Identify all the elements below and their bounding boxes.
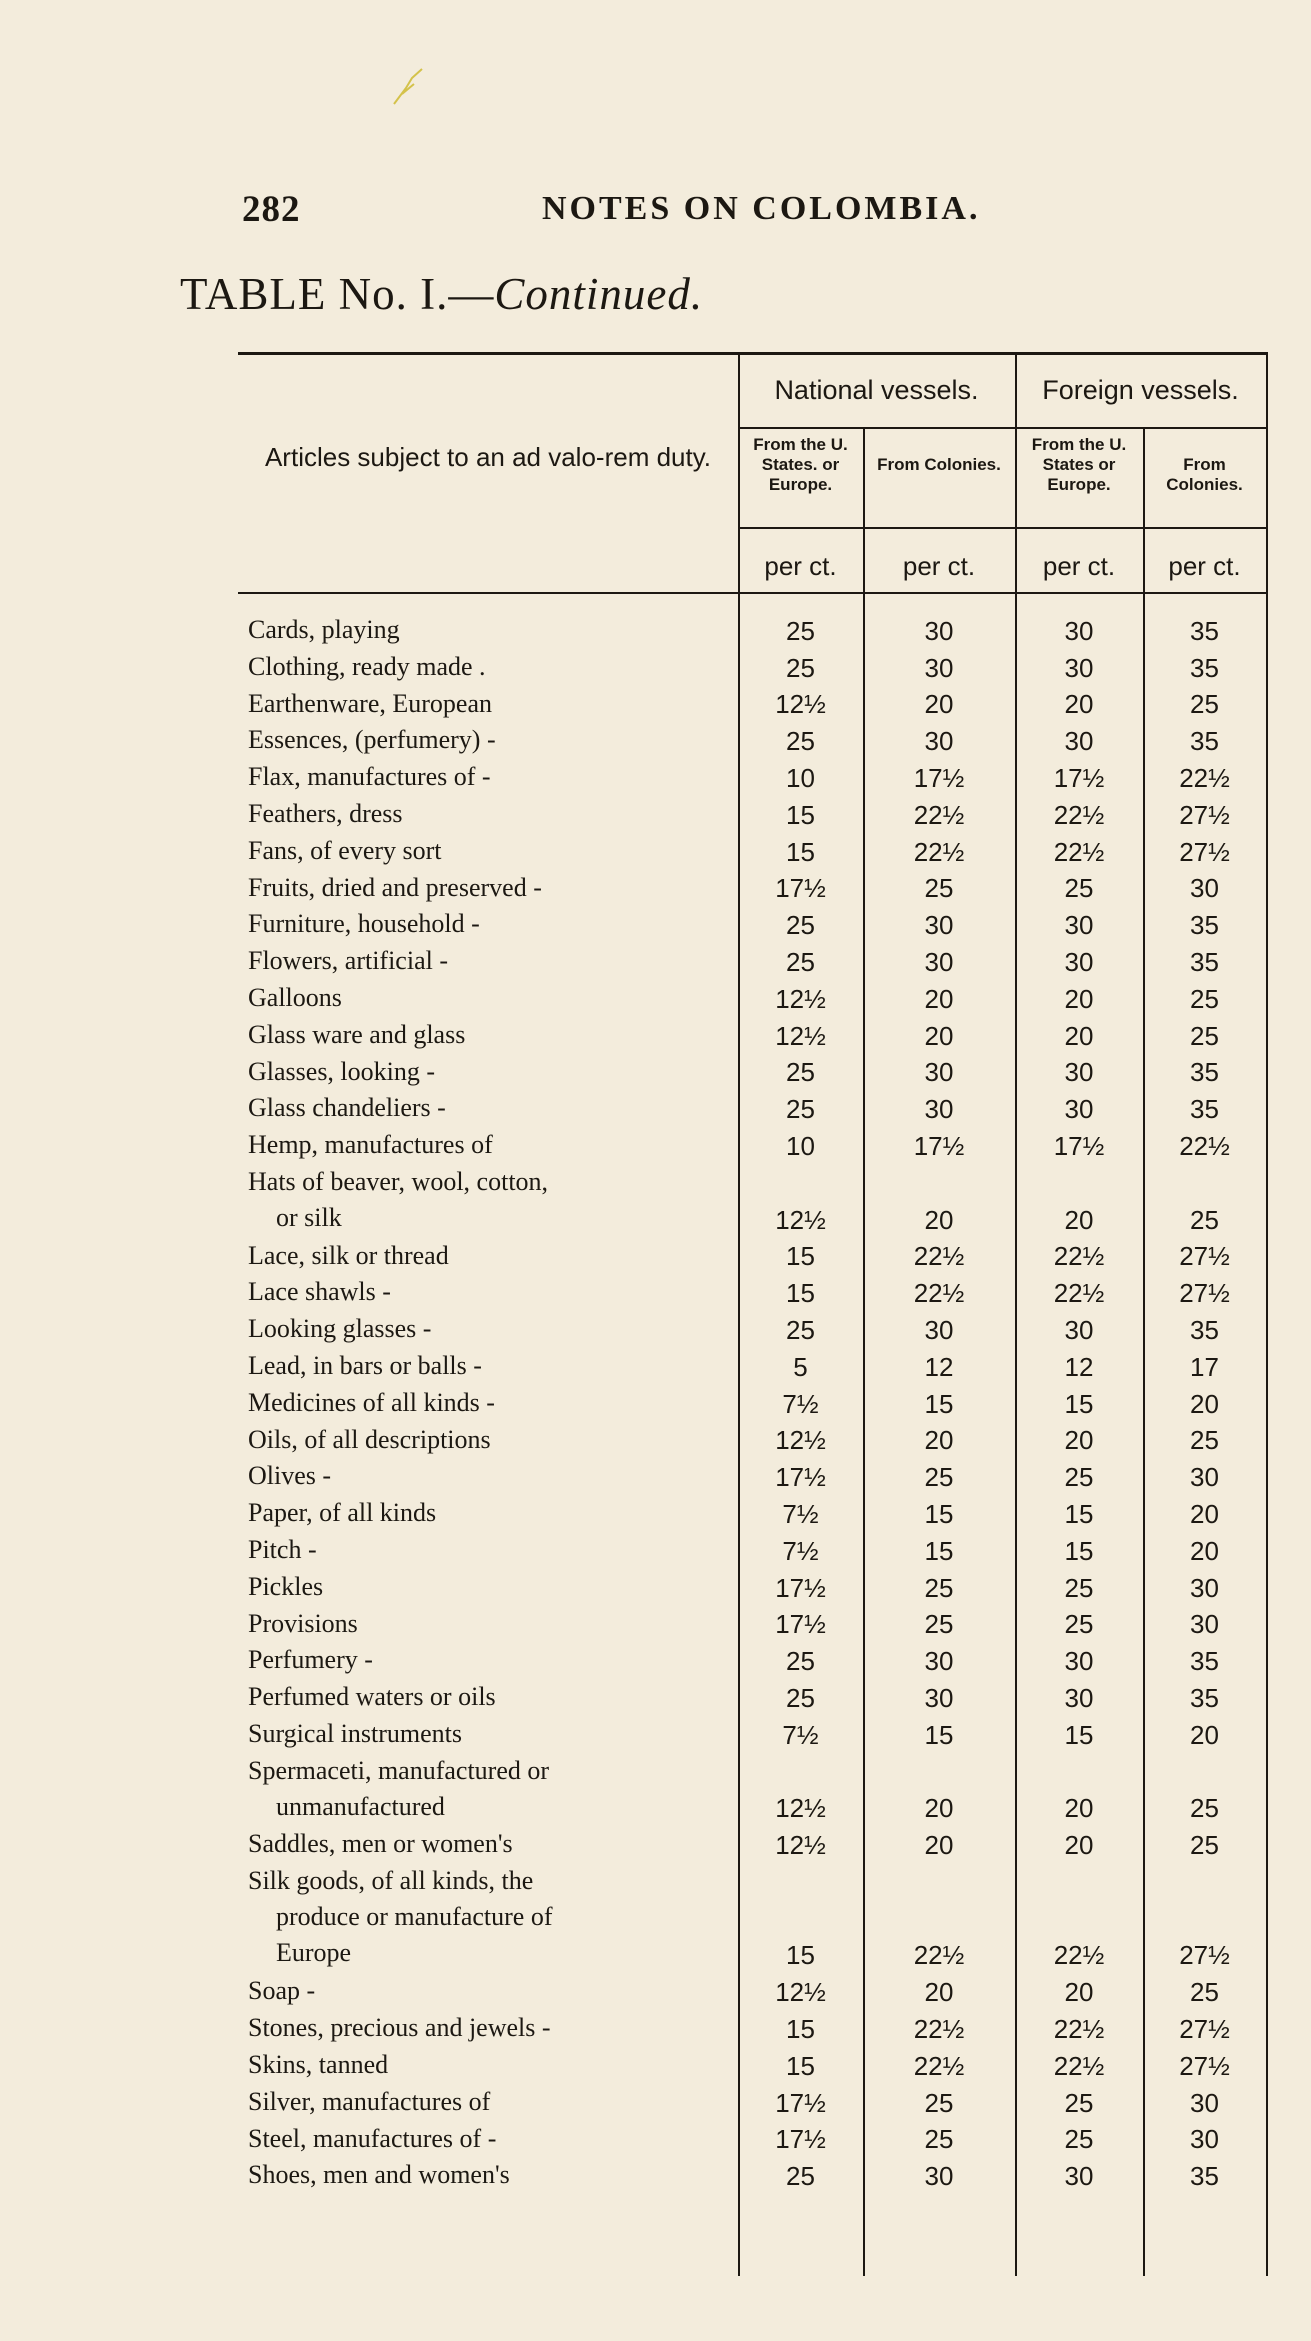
article-label-line: Paper, of all kinds [248, 1498, 437, 1528]
duty-rate-cell: 17½ [775, 2087, 826, 2118]
table-row [238, 906, 1266, 943]
header-articles: Articles subject to an ad valo-rem duty. [264, 442, 712, 472]
duty-rate-cell: 30 [924, 1682, 954, 1713]
table-title-prefix: TABLE No. I.— [180, 269, 495, 319]
table-row [238, 2157, 1266, 2194]
duty-rate-cell: 22½ [913, 2050, 965, 2081]
article-label-line: Glasses, looking - [248, 1056, 436, 1086]
table-row [238, 1532, 1266, 1569]
article-label [248, 1311, 726, 1347]
duty-rate-cell: 30 [1064, 2161, 1094, 2192]
rule-h-group [738, 427, 1266, 429]
article-label-line: Cards, playing [248, 615, 400, 644]
duty-rate-cell: 17½ [775, 2124, 826, 2155]
article-label-line: Fruits, dried and preserved - [248, 872, 542, 902]
duty-rate-cell: 12 [924, 1351, 954, 1382]
duty-rate-cell: 15 [924, 1719, 954, 1750]
article-label-line: Feathers, dress [248, 798, 403, 828]
duty-rate-cell: 20 [1190, 1388, 1219, 1419]
duty-rate-cell: 25 [786, 652, 815, 683]
duty-rate-cell: 25 [786, 615, 815, 646]
duty-rate-cell: 17½ [1053, 762, 1105, 793]
duty-rate-cell: 30 [924, 652, 954, 683]
duty-rate-cell: 10 [786, 1130, 815, 1161]
table-row [238, 1973, 1266, 2010]
duty-rate-cell: 25 [924, 1462, 954, 1493]
duty-rate-cell: 22½ [1053, 2014, 1105, 2045]
table-row [238, 1238, 1266, 1275]
unit-label: per ct. [764, 551, 837, 581]
article-label [248, 1017, 726, 1053]
duty-rate-cell: 20 [1064, 1425, 1094, 1456]
duty-rate-cell: 20 [924, 1020, 954, 1051]
duty-rate-cell: 30 [924, 2161, 954, 2192]
article-label-line: Europe [276, 1938, 352, 1968]
duty-rate-cell: 20 [924, 983, 954, 1014]
duty-rate-cell: 15 [786, 2014, 815, 2045]
duty-rate-cell: 30 [924, 1314, 954, 1345]
duty-rate-cell: 17½ [913, 1130, 965, 1161]
article-label [248, 612, 726, 648]
page-number: 282 [242, 189, 301, 230]
duty-rate-cell: 12½ [775, 1020, 826, 1051]
article-label [248, 1458, 726, 1494]
duty-rate-cell: 27½ [1179, 2050, 1230, 2081]
article-label [248, 1532, 726, 1568]
table-row [238, 1716, 1266, 1753]
article-label [248, 1385, 726, 1421]
article-label-line: unmanufactured [276, 1791, 445, 1821]
duty-rate-cell: 25 [1064, 1609, 1094, 1640]
duty-rate-cell: 20 [924, 1204, 954, 1235]
duty-rate-cell: 30 [1064, 1057, 1094, 1088]
duty-rate-cell: 12½ [775, 1204, 826, 1235]
duty-rate-cell: 35 [1190, 910, 1219, 941]
duty-rate-cell: 35 [1190, 1314, 1219, 1345]
header-national-us-europe: From the U. States. or Europe. [753, 435, 848, 494]
table-row [238, 2084, 1266, 2121]
duty-rate-cell: 20 [1064, 983, 1094, 1014]
duty-rate-cell: 17½ [775, 873, 826, 904]
article-label [248, 1716, 726, 1752]
duty-rate-cell: 30 [1064, 1682, 1094, 1713]
duty-rate-cell: 17 [1190, 1351, 1219, 1382]
header-national-vessels: National vessels. [774, 375, 979, 405]
article-label-line: Earthenware, European [248, 688, 492, 718]
duty-rate-cell: 25 [786, 1682, 815, 1713]
table-row [238, 1348, 1266, 1385]
duty-table [238, 352, 1268, 2276]
duty-rate-cell: 17½ [913, 762, 965, 793]
article-label-line: Clothing, ready made . [248, 651, 486, 681]
duty-rate-cell: 25 [1064, 2124, 1094, 2155]
article-label-line: Soap - [248, 1976, 316, 2006]
unit-label: per ct. [1168, 551, 1241, 581]
duty-rate-cell: 30 [924, 1094, 954, 1125]
article-label-line: produce or manufacture of [276, 1902, 553, 1932]
duty-rate-cell: 35 [1190, 1094, 1219, 1125]
duty-rate-cell: 30 [1064, 1094, 1094, 1125]
article-label-line: Essences, (perfumery) - [248, 725, 496, 755]
article-label-line: Lace, silk or thread [248, 1240, 449, 1270]
duty-rate-cell: 12½ [775, 1830, 826, 1861]
article-label [248, 870, 726, 906]
duty-rate-cell: 20 [924, 1977, 954, 2008]
duty-rate-cell: 15 [1064, 1719, 1094, 1750]
header-foreign-vessels: Foreign vessels. [1042, 375, 1239, 405]
article-label [248, 649, 726, 685]
duty-rate-cell: 30 [1064, 946, 1094, 977]
table-body [238, 612, 1266, 2194]
duty-rate-cell: 15 [1064, 1388, 1094, 1419]
duty-rate-cell: 25 [1190, 1425, 1219, 1456]
article-label-line: Pitch - [248, 1534, 317, 1564]
duty-rate-cell: 20 [924, 1425, 954, 1456]
article-label-line: Glass ware and glass [248, 1019, 466, 1049]
duty-rate-cell: 22½ [913, 2014, 965, 2045]
header-national-colonies: From Colonies. [877, 455, 1001, 474]
duty-rate-cell: 30 [1190, 2087, 1219, 2118]
duty-rate-cell: 35 [1190, 2161, 1219, 2192]
article-label [248, 686, 726, 722]
article-label-line: Provisions [248, 1608, 358, 1638]
table-row [238, 759, 1266, 796]
duty-rate-cell: 15 [1064, 1535, 1094, 1566]
duty-rate-cell: 20 [924, 1793, 954, 1824]
duty-rate-cell: 30 [924, 946, 954, 977]
duty-rate-cell: 27½ [1179, 1278, 1230, 1309]
duty-rate-cell: 5 [793, 1351, 808, 1382]
article-label-line: Silver, manufactures of [248, 2086, 491, 2116]
duty-rate-cell: 7½ [782, 1498, 819, 1529]
duty-rate-cell: 20 [1064, 1793, 1094, 1824]
article-label [248, 980, 726, 1016]
duty-rate-cell: 25 [786, 1646, 815, 1677]
duty-rate-cell: 35 [1190, 652, 1219, 683]
duty-rate-cell: 30 [1064, 615, 1094, 646]
article-label-line: Fans, of every sort [248, 835, 442, 865]
article-label-line: Flowers, artificial - [248, 946, 448, 976]
duty-rate-cell: 25 [924, 873, 954, 904]
duty-rate-cell: 15 [924, 1388, 954, 1419]
table-row [238, 1385, 1266, 1422]
duty-rate-cell: 17½ [775, 1609, 826, 1640]
duty-rate-cell: 25 [1064, 1462, 1094, 1493]
duty-rate-cell: 25 [924, 1609, 954, 1640]
duty-rate-cell: 30 [924, 726, 954, 757]
article-label [248, 796, 726, 832]
article-label [248, 1826, 726, 1862]
duty-rate-cell: 15 [786, 2050, 815, 2081]
table-title [180, 268, 703, 320]
duty-rate-cell: 30 [1190, 1609, 1219, 1640]
duty-rate-cell: 35 [1190, 726, 1219, 757]
table-row [238, 649, 1266, 686]
article-label-line: or silk [276, 1202, 342, 1232]
table-row [238, 1606, 1266, 1643]
duty-rate-cell: 22½ [1053, 1241, 1105, 1272]
table-row [238, 1495, 1266, 1532]
duty-rate-cell: 30 [924, 1646, 954, 1677]
duty-rate-cell: 25 [1064, 2087, 1094, 2118]
duty-rate-cell: 25 [786, 1314, 815, 1345]
duty-rate-cell: 15 [786, 836, 815, 867]
table-row [238, 1458, 1266, 1495]
table-row [238, 1642, 1266, 1679]
article-label [248, 2121, 726, 2157]
table-row [238, 1826, 1266, 1863]
duty-rate-cell: 22½ [1053, 836, 1105, 867]
duty-rate-cell: 25 [1064, 1572, 1094, 1603]
duty-rate-cell: 30 [1190, 2124, 1219, 2155]
duty-rate-cell: 10 [786, 762, 815, 793]
duty-rate-cell: 25 [924, 2087, 954, 2118]
table-row [238, 2010, 1266, 2047]
duty-rate-cell: 25 [786, 726, 815, 757]
table-row [238, 1274, 1266, 1311]
duty-rate-cell: 27½ [1179, 799, 1230, 830]
duty-rate-cell: 27½ [1179, 2014, 1230, 2045]
table-row [238, 1054, 1266, 1091]
article-label-line: Flax, manufactures of - [248, 762, 491, 792]
duty-rate-cell: 20 [1064, 1204, 1094, 1235]
table-row [238, 1679, 1266, 1716]
article-label [248, 1090, 726, 1126]
duty-rate-cell: 22½ [1053, 2050, 1105, 2081]
duty-rate-cell: 15 [924, 1498, 954, 1529]
article-label [248, 2010, 726, 2046]
duty-rate-cell: 30 [1064, 726, 1094, 757]
article-label [248, 1127, 726, 1163]
table-row [238, 612, 1266, 649]
article-label-line: Looking glasses - [248, 1314, 432, 1344]
article-label [248, 1054, 726, 1090]
duty-rate-cell: 25 [786, 1057, 815, 1088]
duty-rate-cell: 27½ [1179, 836, 1230, 867]
article-label-line: Oils, of all descriptions [248, 1424, 491, 1454]
article-label-line: Saddles, men or women's [248, 1829, 513, 1859]
unit-label: per ct. [902, 551, 976, 581]
article-label-line: Perfumery - [248, 1645, 373, 1675]
article-label-line: Hats of beaver, wool, cotton, [248, 1166, 549, 1196]
article-label-line: Silk goods, of all kinds, the [248, 1866, 534, 1896]
table-row [238, 1753, 1266, 1827]
duty-rate-cell: 22½ [1053, 799, 1105, 830]
article-label-line: Skins, tanned [248, 2050, 389, 2080]
table-row [238, 980, 1266, 1017]
article-label [248, 1274, 726, 1310]
article-label-line: Glass chandeliers - [248, 1093, 446, 1123]
duty-rate-cell: 7½ [782, 1388, 819, 1419]
article-label [248, 1164, 726, 1236]
article-label [248, 1679, 726, 1715]
table-row [238, 833, 1266, 870]
table-row [238, 870, 1266, 907]
duty-rate-cell: 30 [924, 1057, 954, 1088]
article-label [248, 1863, 726, 1971]
rule-h-sub [738, 527, 1266, 529]
duty-rate-cell: 12½ [775, 1977, 826, 2008]
duty-rate-cell: 25 [924, 2124, 954, 2155]
article-label [248, 1348, 726, 1384]
article-label [248, 1495, 726, 1531]
duty-rate-cell: 22½ [1179, 1130, 1230, 1161]
duty-rate-cell: 17½ [775, 1572, 826, 1603]
duty-rate-cell: 25 [786, 910, 815, 941]
duty-rate-cell: 12½ [775, 1425, 826, 1456]
duty-rate-cell: 15 [786, 1241, 815, 1272]
article-label-line: Perfumed waters or oils [248, 1682, 496, 1712]
article-label [248, 943, 726, 979]
duty-rate-cell: 22½ [1053, 1940, 1105, 1971]
duty-rate-cell: 15 [1064, 1498, 1094, 1529]
table-row [238, 1164, 1266, 1238]
table-row [238, 1422, 1266, 1459]
duty-rate-cell: 22½ [913, 836, 965, 867]
duty-rate-cell: 12 [1064, 1351, 1094, 1382]
duty-rate-cell: 27½ [1179, 1940, 1230, 1971]
running-title: NOTES ON COLOMBIA. [542, 190, 981, 227]
duty-rate-cell: 25 [1190, 1204, 1219, 1235]
duty-rate-cell: 30 [924, 910, 954, 941]
article-label-line: Furniture, household - [248, 909, 480, 939]
duty-rate-cell: 22½ [913, 799, 965, 830]
duty-rate-cell: 15 [786, 1940, 815, 1971]
duty-rate-cell: 17½ [1053, 1130, 1105, 1161]
article-label-line: Pickles [248, 1571, 324, 1601]
duty-rate-cell: 20 [1190, 1535, 1219, 1566]
duty-rate-cell: 15 [786, 1278, 815, 1309]
article-label [248, 1422, 726, 1458]
article-label [248, 1973, 726, 2009]
duty-rate-cell: 15 [786, 799, 815, 830]
duty-rate-cell: 20 [1190, 1498, 1219, 1529]
duty-rate-cell: 22½ [913, 1940, 965, 1971]
table-row [238, 1127, 1266, 1164]
article-label-line: Lead, in bars or balls - [248, 1350, 482, 1380]
table-row [238, 1863, 1266, 1973]
duty-rate-cell: 35 [1190, 1682, 1219, 1713]
table-row [238, 1569, 1266, 1606]
duty-rate-cell: 25 [786, 946, 815, 977]
duty-rate-cell: 20 [1064, 689, 1094, 720]
article-label-line: Hemp, manufactures of [248, 1130, 493, 1160]
duty-rate-cell: 30 [1190, 1572, 1219, 1603]
duty-rate-cell: 35 [1190, 1057, 1219, 1088]
duty-rate-cell: 35 [1190, 615, 1219, 646]
article-label [248, 906, 726, 942]
duty-rate-cell: 25 [1064, 873, 1094, 904]
article-label-line: Surgical instruments [248, 1718, 463, 1748]
duty-rate-cell: 30 [1064, 1646, 1094, 1677]
duty-rate-cell: 30 [1190, 873, 1219, 904]
duty-rate-cell: 25 [1190, 983, 1219, 1014]
pen-mark-icon [392, 66, 426, 106]
duty-rate-cell: 25 [786, 2161, 815, 2192]
duty-rate-cell: 7½ [782, 1535, 819, 1566]
table-row [238, 722, 1266, 759]
duty-rate-cell: 35 [1190, 946, 1219, 977]
table-row [238, 686, 1266, 723]
article-label [248, 1753, 726, 1825]
duty-rate-cell: 20 [924, 1830, 954, 1861]
article-label-line: Stones, precious and jewels - [248, 2013, 551, 2043]
duty-rate-cell: 12½ [775, 1793, 826, 1824]
duty-rate-cell: 30 [1064, 1314, 1094, 1345]
duty-rate-cell: 35 [1190, 1646, 1219, 1677]
duty-rate-cell: 30 [1064, 910, 1094, 941]
duty-rate-cell: 25 [786, 1094, 815, 1125]
duty-rate-cell: 22½ [1053, 1278, 1105, 1309]
table-row [238, 1311, 1266, 1348]
duty-rate-cell: 22½ [913, 1278, 965, 1309]
article-label [248, 1238, 726, 1274]
rule-h-header [238, 592, 1266, 594]
duty-rate-cell: 25 [924, 1572, 954, 1603]
table-title-suffix: Continued. [494, 269, 704, 319]
table-row [238, 796, 1266, 833]
duty-rate-cell: 20 [924, 689, 954, 720]
article-label [248, 722, 726, 758]
article-label-line: Olives - [248, 1461, 332, 1491]
table-row [238, 943, 1266, 980]
article-label [248, 1606, 726, 1642]
duty-rate-cell: 22½ [1179, 762, 1230, 793]
article-label-line: Spermaceti, manufactured or [248, 1755, 550, 1785]
duty-rate-cell: 20 [1064, 1977, 1094, 2008]
article-label-line: Lace shawls - [248, 1277, 391, 1307]
duty-rate-cell: 12½ [775, 983, 826, 1014]
duty-rate-cell: 22½ [913, 1241, 965, 1272]
unit-label: per ct. [1042, 551, 1116, 581]
duty-rate-cell: 17½ [775, 1462, 826, 1493]
article-label-line: Medicines of all kinds - [248, 1387, 495, 1417]
article-label-line: Shoes, men and women's [248, 2160, 510, 2190]
duty-rate-cell: 25 [1190, 1020, 1219, 1051]
duty-rate-cell: 25 [1190, 1793, 1219, 1824]
table-row [238, 2047, 1266, 2084]
article-label [248, 833, 726, 869]
article-label-line: Galloons [248, 982, 342, 1012]
duty-rate-cell: 7½ [782, 1719, 819, 1750]
duty-rate-cell: 30 [1064, 652, 1094, 683]
article-label [248, 2084, 726, 2120]
duty-rate-cell: 25 [1190, 1977, 1219, 2008]
article-label [248, 1569, 726, 1605]
duty-rate-cell: 30 [924, 615, 954, 646]
article-label [248, 759, 726, 795]
article-label [248, 1642, 726, 1678]
duty-rate-cell: 20 [1064, 1830, 1094, 1861]
table-row [238, 1090, 1266, 1127]
duty-rate-cell: 27½ [1179, 1241, 1230, 1272]
duty-rate-cell: 20 [1064, 1020, 1094, 1051]
duty-rate-cell: 25 [1190, 689, 1219, 720]
header-foreign-colonies: From Colonies. [1166, 455, 1243, 494]
article-label [248, 2157, 726, 2193]
duty-rate-cell: 15 [924, 1535, 954, 1566]
article-label [248, 2047, 726, 2083]
header-foreign-us-europe: From the U. States or Europe. [1031, 435, 1127, 494]
table-row [238, 1017, 1266, 1054]
duty-rate-cell: 12½ [775, 689, 826, 720]
table-row [238, 2121, 1266, 2158]
duty-rate-cell: 25 [1190, 1830, 1219, 1861]
article-label-line: Steel, manufactures of - [248, 2123, 497, 2153]
duty-rate-cell: 20 [1190, 1719, 1219, 1750]
duty-rate-cell: 30 [1190, 1462, 1219, 1493]
